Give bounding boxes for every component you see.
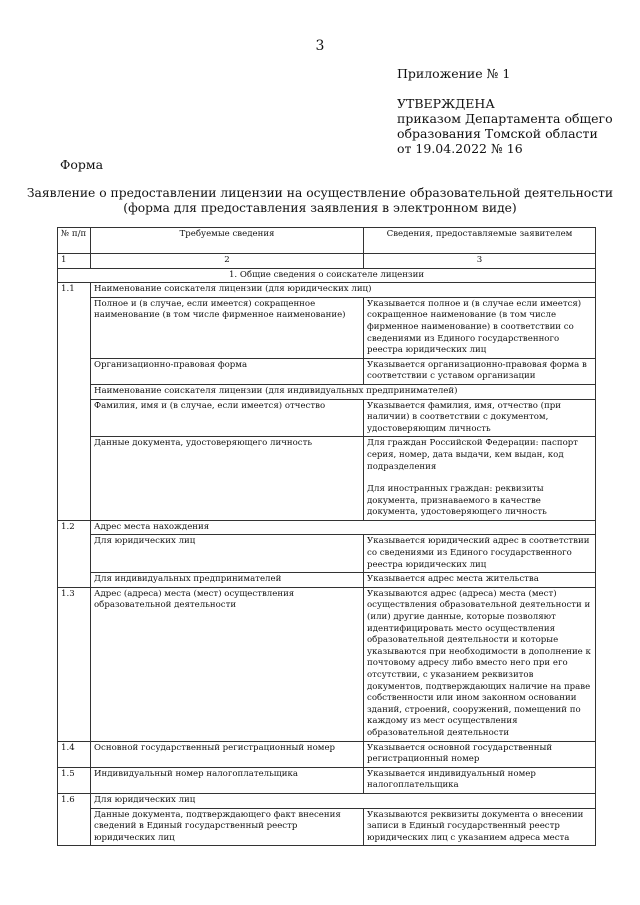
table-header-row xyxy=(58,228,596,254)
required-info: Адрес (адреса) места (мест) осуществления образовательной деятельности xyxy=(91,587,364,741)
required-info: Для индивидуальных предпринимателей xyxy=(91,573,364,588)
subsection-heading: Наименование соискателя лицензии (для юридических лиц) xyxy=(91,283,596,298)
required-info: Полное и (в случае, если имеется) сокращенное наименование (в том числе фирменное наименование) xyxy=(91,297,364,358)
approval-line: приказом Департамента общего xyxy=(397,111,613,126)
applicant-info: Указывается организационно-правовая форма в соответствии с уставом организации xyxy=(364,358,596,384)
row-number: 1.6 xyxy=(58,793,91,845)
row-number: 1.1 xyxy=(58,283,91,521)
section-row xyxy=(58,268,596,283)
table-row xyxy=(58,283,596,298)
required-info: Для юридических лиц xyxy=(91,535,364,573)
form-label: Форма xyxy=(60,157,104,172)
table-row xyxy=(58,358,596,384)
applicant-info: Указывается полное и (в случае если имеется) сокращенное наименование (в том числе фирменное наименование) в соответствии со сведениями из Единого государственного реестра юридических лиц xyxy=(364,297,596,358)
applicant-info: Указывается фамилия, имя, отчество (при наличии) в соответствии с документом, удостоверяющим личность xyxy=(364,399,596,437)
column-number: 3 xyxy=(364,254,596,269)
column-number-row xyxy=(58,254,596,269)
table-row xyxy=(58,741,596,767)
applicant-info: Указываются реквизиты документа о внесении записи в Единый государственный реестр юридических лиц с указанием адреса места xyxy=(364,808,596,846)
application-table xyxy=(57,227,596,846)
table-row xyxy=(58,573,596,588)
column-number: 2 xyxy=(91,254,364,269)
applicant-info xyxy=(364,437,596,521)
required-info: Основной государственный регистрационный номер xyxy=(91,741,364,767)
subsection-heading: Адрес места нахождения xyxy=(91,520,596,535)
row-number: 1.5 xyxy=(58,767,91,793)
required-info: Организационно-правовая форма xyxy=(91,358,364,384)
title-line: Заявление о предоставлении лицензии на осуществление образовательной деятельности xyxy=(26,186,614,200)
page-number: 3 xyxy=(315,38,325,54)
applicant-info: Указывается индивидуальный номер налогоплательщика xyxy=(364,767,596,793)
table-row xyxy=(58,520,596,535)
required-info: Данные документа, подтверждающего факт внесения сведений в Единый государственный реестр юридических лиц xyxy=(91,808,364,846)
approval-line: образования Томской области xyxy=(397,126,598,141)
appendix-label: Приложение № 1 xyxy=(397,66,511,81)
subsection-heading: Наименование соискателя лицензии (для индивидуальных предпринимателей) xyxy=(91,384,596,399)
column-number: 1 xyxy=(58,254,91,269)
header-cell: Требуемые сведения xyxy=(91,228,364,254)
approval-heading: УТВЕРЖДЕНА xyxy=(397,96,495,111)
required-info: Индивидуальный номер налогоплательщика xyxy=(91,767,364,793)
row-number: 1.4 xyxy=(58,741,91,767)
document-title xyxy=(0,186,640,216)
required-info: Фамилия, имя и (в случае, если имеется) отчество xyxy=(91,399,364,437)
table-row xyxy=(58,437,596,521)
header-cell: № п/п xyxy=(58,228,91,254)
section-heading: 1. Общие сведения о соискателе лицензии xyxy=(58,268,596,283)
subsection-heading: Для юридических лиц xyxy=(91,793,596,808)
approval-block xyxy=(397,96,613,156)
table-row xyxy=(58,384,596,399)
title-subline: (форма для предоставления заявления в электронном виде) xyxy=(123,201,517,215)
table-row xyxy=(58,587,596,741)
applicant-info: Указывается адрес места жительства xyxy=(364,573,596,588)
required-info: Данные документа, удостоверяющего личность xyxy=(91,437,364,521)
row-number: 1.3 xyxy=(58,587,91,741)
table-row xyxy=(58,399,596,437)
applicant-info: Указываются адрес (адреса) места (мест) осуществления образовательной деятельности и (или) другие данные, которые позволяют идентифицировать место осуществления образовательной деятельности и которые указываются при необходимости в дополнение к почтовому адресу либо вместо него при его отсутствии, с указанием реквизитов документов, подтверждающих наличие на праве собственности или ином законном основании зданий, строений, сооружений, помещений по каждому из мест осуществления образовательной деятельности xyxy=(364,587,596,741)
applicant-info: Указывается основной государственный регистрационный номер xyxy=(364,741,596,767)
info-paragraph: Для граждан Российской Федерации: паспорт серия, номер, дата выдачи, кем выдан, код подразделения xyxy=(367,438,579,472)
info-paragraph: Для иностранных граждан: реквизиты документа, признаваемого в качестве документа, удостоверяющего личность xyxy=(367,484,547,518)
applicant-info: Указывается юридический адрес в соответствии со сведениями из Единого государственного реестра юридических лиц xyxy=(364,535,596,573)
table-row xyxy=(58,808,596,846)
table-row xyxy=(58,793,596,808)
approval-date: от 19.04.2022 № 16 xyxy=(397,141,523,156)
table-row xyxy=(58,767,596,793)
header-cell: Сведения, предоставляемые заявителем xyxy=(364,228,596,254)
table-row xyxy=(58,535,596,573)
table-row xyxy=(58,297,596,358)
row-number: 1.2 xyxy=(58,520,91,587)
